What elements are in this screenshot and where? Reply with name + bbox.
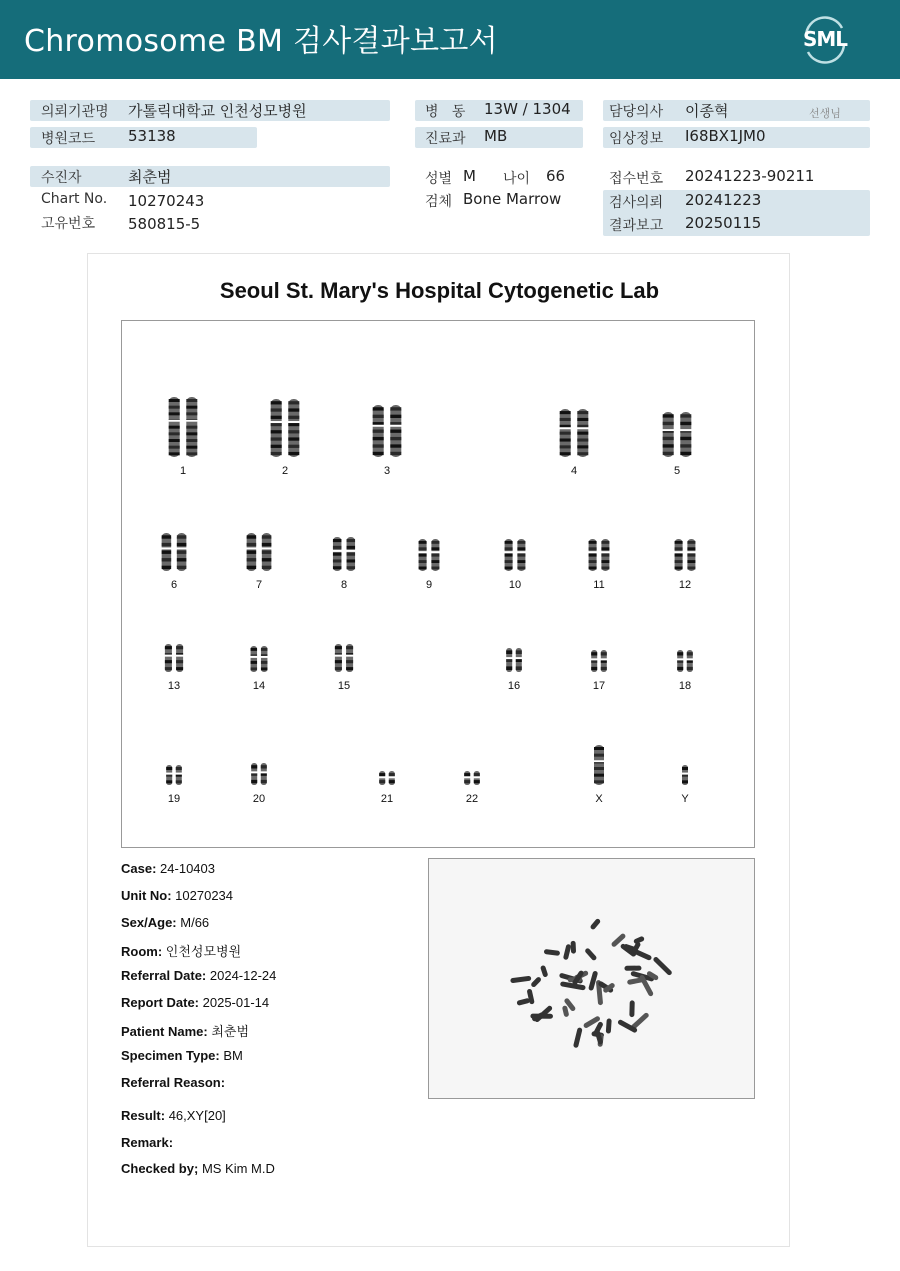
- sml-logo-text: SML: [803, 27, 848, 51]
- chromosome-label-8: 8: [340, 579, 348, 591]
- unique-label: 고유번호: [41, 216, 96, 232]
- doctor-value: 이종혁: [685, 102, 729, 120]
- chromosome-16: [506, 648, 523, 672]
- clinical-value: I68BX1JM0: [685, 127, 766, 145]
- sexage-value: M/66: [180, 915, 210, 930]
- dept-value: MB: [484, 127, 508, 145]
- report-date-value: 2025-01-14: [202, 995, 270, 1010]
- sex-label: 성별: [425, 171, 453, 187]
- checked-row: Checked by; MS Kim M.D: [121, 1161, 275, 1176]
- chromosome-5: [662, 412, 692, 457]
- result-row: Result: 46,XY[20]: [121, 1108, 226, 1123]
- room-row: Room: 인천성모병원: [121, 944, 242, 959]
- chromosome-label-15: 15: [337, 680, 351, 692]
- report-title: Chromosome BM 검사결과보고서: [24, 24, 498, 59]
- metaphase-chromosome: [606, 1018, 612, 1033]
- doctor-label: 담당의사: [609, 104, 664, 120]
- specimen-label: 검체: [425, 194, 453, 210]
- hospital-code-value: 53138: [128, 127, 176, 145]
- chromosome-label-19: 19: [167, 793, 181, 805]
- specimen-type-value: BM: [223, 1048, 243, 1063]
- chromosome-label-16: 16: [507, 680, 521, 692]
- metaphase-chromosome: [624, 966, 641, 971]
- requesting-org-label: 의뢰기관명: [41, 104, 109, 120]
- result-value: 46,XY[20]: [168, 1108, 226, 1123]
- chromosome-label-y: Y: [681, 793, 689, 805]
- chromosome-label-1: 1: [179, 465, 187, 477]
- chromosome-label-5: 5: [673, 465, 681, 477]
- chromosome-4: [559, 409, 589, 457]
- chromosome-2: [270, 399, 300, 457]
- chromosome-11: [588, 539, 610, 571]
- karyotype-chromosomes: [122, 321, 756, 849]
- sexage-row: Sex/Age: M/66: [121, 915, 210, 930]
- chromosome-label-21: 21: [380, 793, 394, 805]
- info-bar-examinee: [30, 166, 390, 187]
- metaphase-chromosome: [584, 947, 597, 961]
- chromosome-19: [166, 765, 183, 785]
- unit-value: 10270234: [175, 888, 234, 903]
- case-row: Case: 24-10403: [121, 861, 215, 876]
- chromosome-label-7: 7: [255, 579, 263, 591]
- patient-name-value: 최춘범: [211, 1024, 250, 1039]
- sex-value: M: [463, 167, 476, 185]
- clinical-label: 임상정보: [609, 131, 664, 147]
- metaphase-chromosome: [629, 1000, 634, 1017]
- metaphase-image: [428, 858, 755, 1099]
- age-value: 66: [546, 167, 566, 185]
- case-value: 24-10403: [160, 861, 215, 876]
- metaphase-chromosome: [563, 944, 572, 960]
- chromosome-22: [464, 771, 481, 785]
- chromosome-7: [246, 533, 272, 571]
- chromosome-label-9: 9: [425, 579, 433, 591]
- chromosome-label-4: 4: [570, 465, 578, 477]
- chromosome-8: [332, 537, 355, 571]
- metaphase-chromosome: [530, 976, 542, 988]
- chromosome-1: [168, 397, 198, 457]
- chromosome-label-17: 17: [592, 680, 606, 692]
- chromosome-6: [161, 533, 187, 571]
- chromosome-y: [682, 765, 689, 785]
- chromosome-10: [504, 539, 526, 571]
- examinee-label: 수진자: [41, 170, 82, 186]
- requesting-org-value: 가톨릭대학교 인천성모병원: [128, 102, 307, 120]
- metaphase-spread: [429, 859, 755, 1099]
- chromosome-9: [418, 539, 440, 571]
- metaphase-chromosome: [573, 1027, 583, 1048]
- chromosome-x: [594, 745, 605, 785]
- specimen-type-row: Specimen Type: BM: [121, 1048, 243, 1063]
- report-date-row: Report Date: 2025-01-14: [121, 995, 270, 1010]
- chromosome-label-13: 13: [167, 680, 181, 692]
- metaphase-chromosome: [562, 1005, 569, 1017]
- chromosome-3: [372, 405, 402, 457]
- chromosome-label-6: 6: [170, 579, 178, 591]
- metaphase-chromosome: [571, 941, 577, 954]
- chromosome-label-x: X: [595, 793, 603, 805]
- remark-row: Remark:: [121, 1135, 174, 1150]
- chromosome-15: [334, 644, 353, 672]
- chromosome-17: [591, 650, 608, 672]
- metaphase-chromosome: [544, 949, 561, 956]
- dept-label: 진료과: [425, 131, 466, 147]
- ward-label: 병 동: [425, 104, 466, 120]
- unit-row: Unit No: 10270234: [121, 888, 234, 903]
- metaphase-chromosome: [516, 998, 530, 1006]
- room-value: 인천성모병원: [165, 944, 242, 959]
- metaphase-chromosome: [510, 976, 531, 984]
- chart-label: Chart No.: [41, 191, 108, 207]
- chromosome-13: [164, 644, 183, 672]
- report-value: 20250115: [685, 214, 762, 232]
- chromosome-20: [251, 763, 268, 785]
- ward-value: 13W / 1304: [484, 100, 571, 118]
- chromosome-label-22: 22: [465, 793, 479, 805]
- chromosome-label-3: 3: [383, 465, 391, 477]
- chromosome-21: [379, 771, 396, 785]
- karyotype-panel: [121, 320, 755, 848]
- specimen-value: Bone Marrow: [463, 190, 562, 208]
- metaphase-chromosome: [590, 918, 602, 931]
- chart-value: 10270243: [128, 192, 205, 210]
- referral-date-row: Referral Date: 2024-12-24: [121, 968, 277, 983]
- report-header: [0, 0, 900, 79]
- hospital-code-label: 병원코드: [41, 131, 96, 147]
- doctor-suffix: 선생님: [809, 107, 841, 120]
- examinee-value: 최춘범: [128, 168, 172, 186]
- request-label: 검사의뢰: [609, 195, 664, 211]
- referral-reason-row: Referral Reason:: [121, 1075, 226, 1090]
- age-label: 나이: [503, 171, 531, 187]
- referral-date-value: 2024-12-24: [209, 968, 277, 983]
- unique-value: 580815-5: [128, 215, 201, 233]
- chromosome-label-11: 11: [593, 579, 605, 591]
- chromosome-label-12: 12: [678, 579, 692, 591]
- chromosome-label-2: 2: [281, 465, 289, 477]
- lab-title: Seoul St. Mary's Hospital Cytogenetic Lab: [219, 278, 660, 303]
- chromosome-12: [674, 539, 696, 571]
- chromosome-14: [250, 646, 268, 672]
- chromosome-label-10: 10: [508, 579, 522, 591]
- chromosome-label-18: 18: [678, 680, 692, 692]
- report-label: 결과보고: [609, 218, 664, 234]
- request-value: 20241223: [685, 191, 762, 209]
- receipt-value: 20241223-90211: [685, 167, 815, 185]
- receipt-label: 접수번호: [609, 171, 664, 187]
- chromosome-label-14: 14: [252, 680, 266, 692]
- chromosome-label-20: 20: [252, 793, 266, 805]
- patient-name-row: Patient Name: 최춘범: [121, 1024, 250, 1039]
- metaphase-chromosome: [540, 965, 548, 978]
- metaphase-chromosome: [652, 956, 672, 976]
- checked-value: MS Kim M.D: [201, 1161, 275, 1176]
- chromosome-18: [677, 650, 694, 672]
